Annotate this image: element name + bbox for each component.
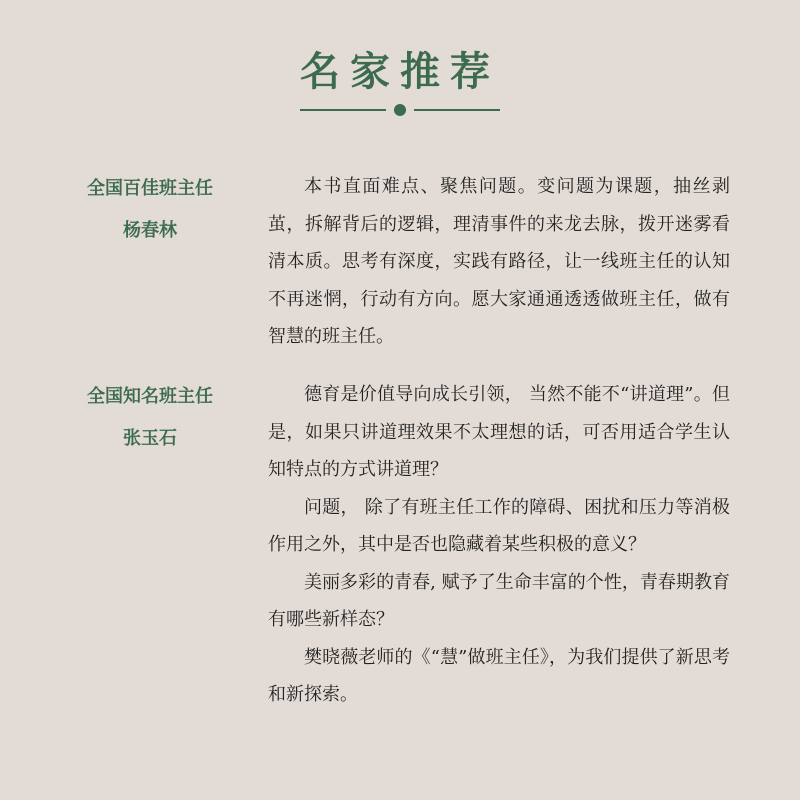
- recommender-name: 张玉石: [123, 428, 177, 449]
- recommendation-paragraph: 德育是价值导向成长引领， 当然不能不“讲道理”。但是，如果只讲道理效果不太理想的话，可否用适合学生认知特点的方式讲道理？: [268, 384, 730, 480]
- recommender-2: [60, 384, 240, 452]
- recommender-1: [60, 176, 240, 244]
- recommender-title: 全国百佳班主任: [87, 178, 213, 199]
- divider-line-left: [300, 109, 386, 111]
- recommender-title: 全国知名班主任: [87, 386, 213, 407]
- divider-dot: [394, 104, 406, 116]
- recommendation-paragraph: 美丽多彩的青春, 赋予了生命丰富的个性，青春期教育有哪些新样态？: [268, 571, 730, 630]
- recommendation-paragraph: 本书直面难点、聚焦问题。变问题为课题，抽丝剥茧，拆解背后的逻辑，理清事件的来龙去脉，拨开迷雾看清本质。思考有深度，实践有路径，让一线班主任的认知不再迷惘，行动有方向。愿大家通通透透做班主任，做有智慧的班主任。: [268, 176, 730, 347]
- recommendation-paragraph: 问题， 除了有班主任工作的障碍、困扰和压力等消极作用之外，其中是否也隐藏着某些积极的意义？: [268, 496, 730, 555]
- recommendation-text-1: [268, 168, 730, 356]
- recommender-name: 杨春林: [123, 220, 177, 241]
- recommendation-paragraph: 樊晓薇老师的《“慧”做班主任》，为我们提供了新思考和新探索。: [268, 646, 730, 705]
- divider-line-right: [414, 109, 500, 111]
- recommendation-text-2: [268, 376, 730, 714]
- page-title: 名家推荐: [300, 49, 500, 95]
- title-divider: [300, 104, 500, 116]
